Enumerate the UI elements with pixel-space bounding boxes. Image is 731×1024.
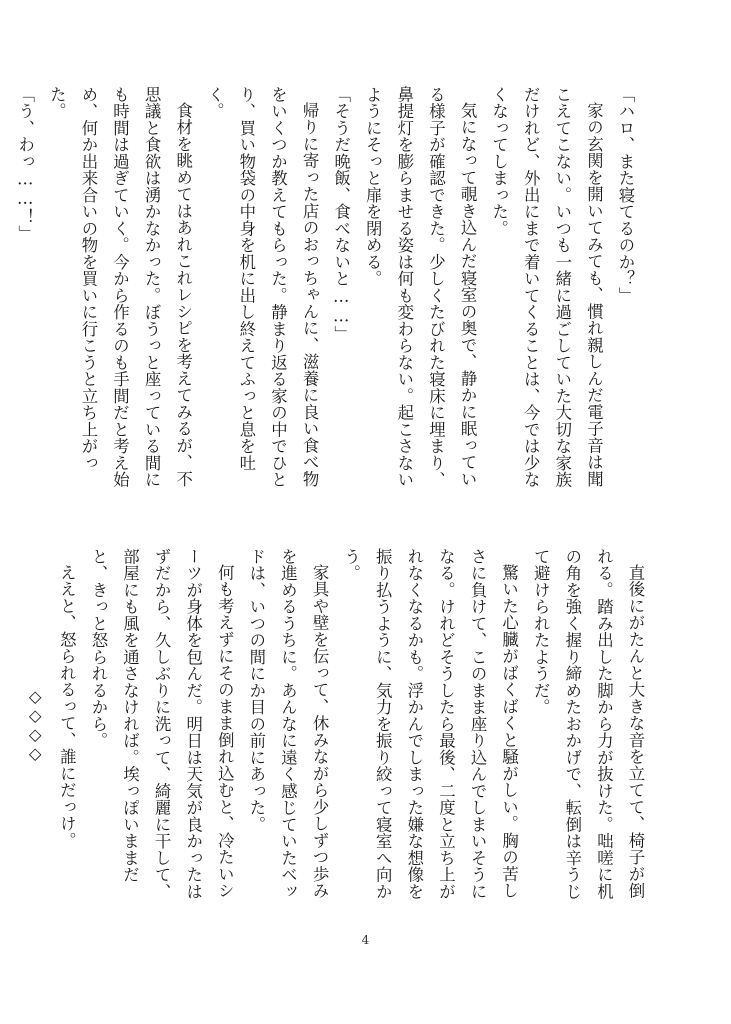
paragraph: ええと、怒られるって、誰にだっけ。 — [57, 564, 77, 850]
paragraph: 気になって覗き込んだ寝室の奥で、静かに眠っている様子が確認できた。少しくたびれた寝床に埋まり、鼻提灯を膨らませる姿は何も変わらない。起こさないようにそっと扉を閉める。 — [363, 86, 478, 488]
paragraph: 家具や壁を伝って、休みながら少しずつ歩みを進めるうちに。あんなに遠く感じていたベッドは、いつの間にか目の前にあった。 — [246, 548, 330, 900]
page-number: 4 — [361, 933, 370, 947]
dialogue-line: 「そうだ晩飯、食べないと……」 — [331, 86, 351, 343]
lower-text-block — [25, 548, 651, 912]
scene-break-ornament: ◇◇◇◇ — [25, 687, 45, 764]
upper-text-block — [15, 86, 641, 498]
paragraph: 驚いた心臓がばくばくと騒がしい。胸の苦しさに負けて、このまま座り込んでしまいそうになる。けれどそうしたら最後、二度と立ち上がれなくなるかも。浮かんでしまった嫌な想像を振り払うように、気力を振り絞って寝室へ向かう。 — [341, 548, 519, 900]
paragraph: 直後にがたんと大きな音を立てて、椅子が倒れる。踏み出した脚から力が抜けた。咄嗟に机の角を強く握り締めたおかげで、転倒は辛うじて避けられたようだ。 — [531, 548, 645, 900]
paragraph: 家の玄関を開いてみても、慣れ親しんだ電子音は聞こえてこない。いつも一緒に過ごしていた大切な家族だけれど、外出にまで着いてくることは、今では少なくなってしまった。 — [489, 86, 604, 488]
paragraph: 帰りに寄った店のおっちゃんに、滋養に良い食べ物をいくつか教えてもらった。静まり返る家の中でひとり、買い物袋の中身を机に出し終えてふっと息を吐く。 — [205, 86, 320, 488]
paragraph: 何も考えずにそのまま倒れ込むと、冷たいシーツが身体を包んだ。明日は天気が良かったはずだから、久しぶりに洗って、綺麗に干して、部屋にも風を通さなければ。埃っぽいままだと、きっと怒られるから。 — [88, 548, 235, 900]
dialogue-line: 「ハロ、また寝てるのか？」 — [616, 86, 635, 304]
dialogue-line: 「う、わっ……！」 — [15, 86, 35, 242]
paragraph: 食材を眺めてはあれこれレシピを考えてみるが、不思議と食欲は湧かなかった。ぼうっと座っている間にも時間は過ぎていく。今から作るのも手間だと考え始め、何か出来合いの物を買いに行こうと立ち上がった。 — [47, 86, 193, 488]
